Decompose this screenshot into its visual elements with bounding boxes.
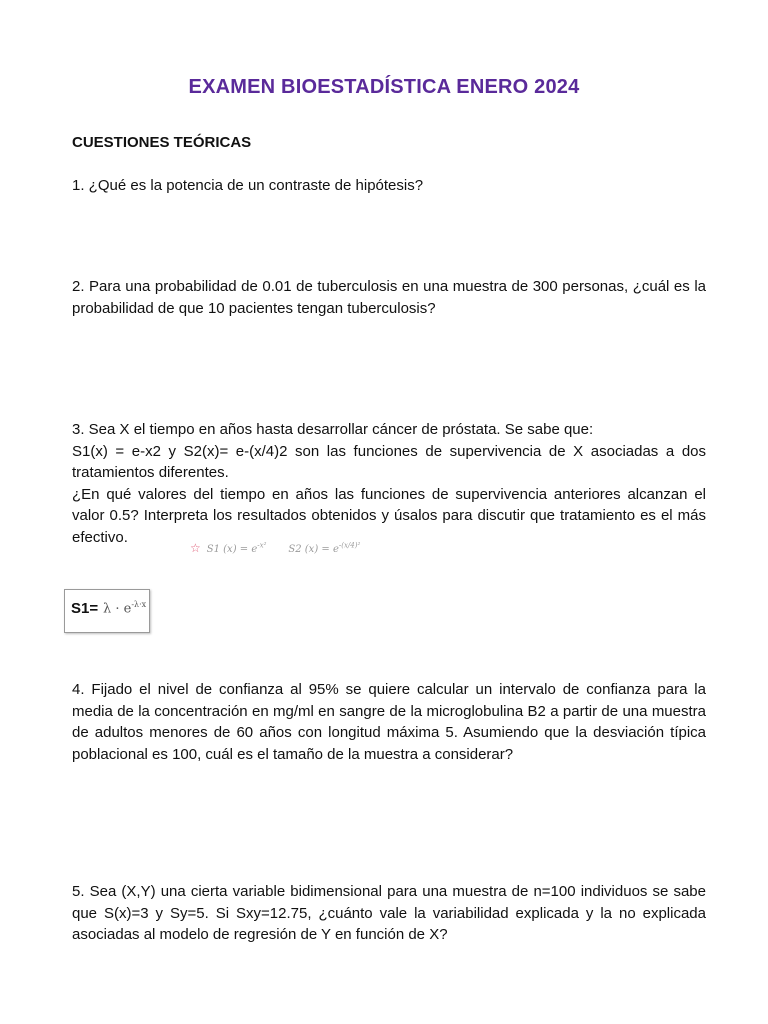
question-2 — [72, 276, 706, 319]
handwritten-formula-note — [190, 541, 360, 555]
s2-formula-base: S2 (x) = e — [288, 544, 339, 555]
formula-box-expression — [103, 600, 146, 616]
question-3 — [72, 419, 706, 548]
formula-box-base: λ · e — [103, 601, 132, 617]
formula-box-exponent: -λ·x — [131, 600, 147, 609]
question-1-text: 1. ¿Qué es la potencia de un contraste de hipótesis? — [72, 177, 424, 194]
question-2-text: 2. Para una probabilidad de 0.01 de tuberculosis en una muestra de 300 personas, ¿cuál es la probabilidad de que 10 pacientes tengan tuberculosis? — [72, 278, 706, 317]
question-3-prompt: ¿En qué valores del tiempo en años las funciones de supervivencia anteriores alcanzan el valor 0.5? Interpreta los resultados obtenidos y úsalos para discutir que tratamiento es el más efectivo. — [72, 485, 706, 546]
question-5-text: 5. Sea (X,Y) una cierta variable bidimensional para una muestra de n=100 individuos se sabe que S(x)=3 y Sy=5. Si Sxy=12.75, ¿cuánto vale la variabilidad explicada y la no explicada asociadas al modelo de regresión de Y en función de X? — [72, 883, 706, 943]
formula-box-label: S1= — [71, 600, 99, 617]
s1-formula-exponent: -x² — [257, 541, 267, 550]
question-4 — [72, 679, 706, 765]
question-4-text: 4. Fijado el nivel de confianza al 95% se quiere calcular un intervalo de confianza para la media de la concentración en mg/ml en sangre de la microglobulina B2 a partir de una muestra de adultos menores de 60 años con longitud máxima 5. Asumiendo que la desviación típica poblacional es 100, cuál es el tamaño de la muestra a considerar? — [72, 681, 706, 763]
section-heading: CUESTIONES TEÓRICAS — [72, 134, 252, 151]
s1-formula-base: S1 (x) = e — [206, 544, 258, 555]
question-5 — [72, 881, 706, 946]
question-1 — [72, 175, 706, 197]
star-icon: ☆ — [190, 541, 201, 555]
s2-formula-exponent: -(x/4)² — [338, 541, 361, 550]
page-title: EXAMEN BIOESTADÍSTICA ENERO 2024 — [188, 76, 580, 98]
question-3-intro: 3. Sea X el tiempo en años hasta desarrollar cáncer de próstata. Se sabe que: — [72, 421, 594, 438]
question-3-functions: S1(x) = e-x2 y S2(x)= e-(x/4)2 son las funciones de supervivencia de X asociadas a dos tratamientos diferentes. — [72, 442, 706, 481]
formula-box — [64, 589, 150, 633]
